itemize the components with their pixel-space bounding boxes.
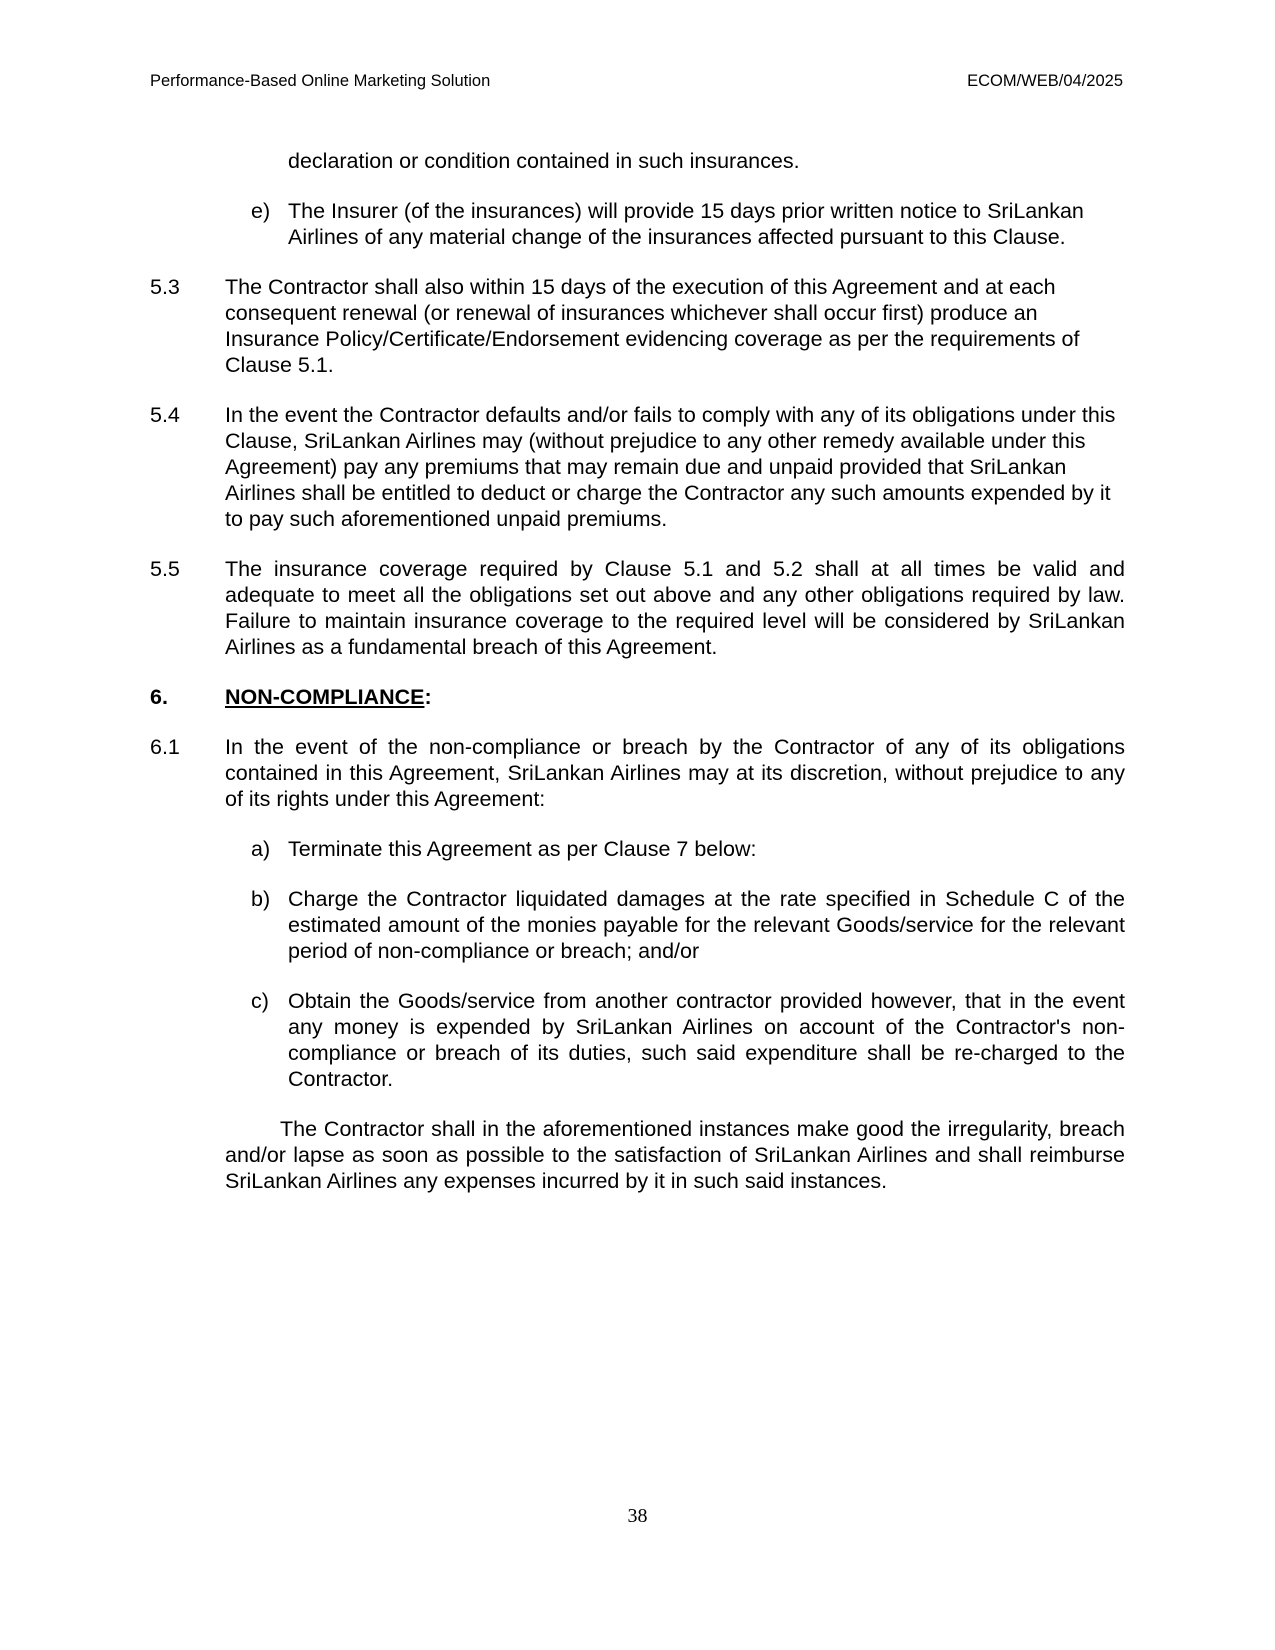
list-item-a: [251, 836, 1125, 862]
list-marker: c): [251, 989, 269, 1013]
list-marker: a): [251, 837, 271, 861]
list-item-text: Terminate this Agreement as per Clause 7 below:: [288, 837, 757, 861]
clause-text: In the event the Contractor defaults and/or fails to comply with any of its obligations under this Clause, SriLankan Airlines may (without prejudice to any other remedy available under this Agreement) pay any premiums that may remain due and unpaid provided that SriLankan Airlines shall be entitled to deduct or charge the Contractor any such amounts expended by it to pay such aforementioned unpaid premiums.: [225, 403, 1116, 531]
list-item-c: [251, 988, 1125, 1092]
clause-text: The insurance coverage required by Clause 5.1 and 5.2 shall at all times be valid and adequate to meet all the obligations set out above and any other obligations required by law. Failure to maintain insurance coverage to the required level will be considered by SriLankan Airlines as a fundamental breach of this Agreement.: [225, 557, 1125, 659]
section-title-text: NON-COMPLIANCE: [225, 685, 425, 709]
header-reference-code: ECOM/WEB/04/2025: [967, 72, 1123, 90]
list-item-text: The Insurer (of the insurances) will provide 15 days prior written notice to SriLankan Airlines of any material change of the insurances affected pursuant to this Clause.: [288, 199, 1084, 249]
list-item-text: Charge the Contractor liquidated damages at the rate specified in Schedule C of the estimated amount of the monies payable for the relevant Goods/service for the relevant period of non-compliance or breach; and/or: [288, 887, 1125, 963]
clause-number: 5.4: [150, 403, 180, 427]
clause-number: 5.5: [150, 557, 180, 581]
clause-text: The Contractor shall also within 15 days of the execution of this Agreement and at each consequent renewal (or renewal of insurances whichever shall occur first) produce an Insurance Policy/Certificate/Endorsement evidencing coverage as per the requirements of Clause 5.1.: [225, 275, 1080, 377]
clause-number: 6.1: [150, 735, 180, 759]
clause-5-4: [150, 402, 1125, 532]
list-marker: b): [251, 887, 271, 911]
section-number: 6.: [150, 685, 168, 709]
list-marker: e): [251, 199, 271, 223]
clause-6-1: [150, 734, 1125, 812]
list-item-e: [251, 198, 1125, 250]
section-title-colon: :: [424, 685, 432, 709]
clause-5-3: [150, 274, 1125, 378]
header-document-title: Performance-Based Online Marketing Solution: [150, 72, 491, 90]
clause-5-5: [150, 556, 1125, 660]
closing-paragraph: The Contractor shall in the aforementioned instances make good the irregularity, breach and/or lapse as soon as possible to the satisfaction of SriLankan Airlines and shall reimburse SriLankan Airlines any expenses incurred by it in such said instances.: [225, 1117, 1125, 1193]
clause-number: 5.3: [150, 275, 180, 299]
page-number: 38: [627, 1505, 648, 1527]
document-body: [150, 148, 1125, 1194]
clause-text: In the event of the non-compliance or breach by the Contractor of any of its obligations contained in this Agreement, SriLankan Airlines may at its discretion, without prejudice to any of its rights under this Agreement:: [225, 735, 1125, 811]
continuation-paragraph: declaration or condition contained in such insurances.: [288, 149, 800, 173]
list-item-b: [251, 886, 1125, 964]
list-item-text: Obtain the Goods/service from another contractor provided however, that in the event any money is expended by SriLankan Airlines on account of the Contractor's non-compliance or breach of its duties, such said expenditure shall be re-charged to the Contractor.: [288, 989, 1125, 1091]
page-header: [150, 72, 1123, 91]
section-title: [225, 684, 432, 710]
section-heading-6: [150, 684, 1125, 710]
